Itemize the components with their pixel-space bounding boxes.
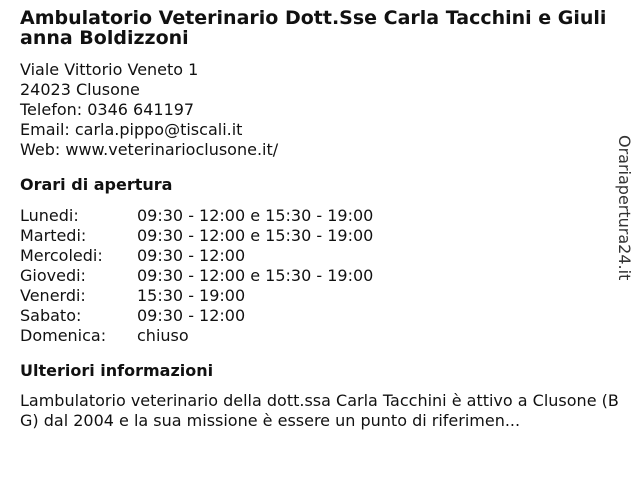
day-label: Domenica: (20, 326, 107, 345)
opening-hours-heading: Orari di apertura (20, 175, 173, 194)
page-title: Ambulatorio Veterinario Dott.Sse Carla Tacchini e Giulianna Boldizzoni (20, 7, 607, 49)
day-label: Martedi: (20, 226, 87, 245)
hours-row (20, 306, 610, 326)
additional-info-text: Lambulatorio veterinario della dott.ssa Carla Tacchini è attivo a Clusone (BG) dal 2004 e la sua missione è essere un punto di riferimen... (20, 391, 619, 430)
contact-block (20, 60, 610, 160)
day-label: Lunedi: (20, 206, 79, 225)
business-listing (20, 7, 619, 431)
hours-value: 09:30 - 12:00 (137, 306, 246, 325)
day-label: Giovedi: (20, 266, 86, 285)
hours-row (20, 326, 610, 346)
hours-row (20, 206, 610, 226)
hours-value: chiuso (137, 326, 189, 345)
city-address: 24023 Clusone (20, 80, 140, 99)
hours-row (20, 226, 610, 246)
site-watermark: Orariapertura24.it (615, 135, 634, 281)
hours-value: 09:30 - 12:00 e 15:30 - 19:00 (137, 226, 374, 245)
hours-row (20, 266, 610, 286)
email-address: Email: carla.pippo@tiscali.it (20, 120, 243, 139)
hours-value: 09:30 - 12:00 e 15:30 - 19:00 (137, 206, 374, 225)
hours-row (20, 286, 610, 306)
hours-value: 15:30 - 19:00 (137, 286, 246, 305)
hours-value: 09:30 - 12:00 e 15:30 - 19:00 (137, 266, 374, 285)
hours-value: 09:30 - 12:00 (137, 246, 246, 265)
website-address: Web: www.veterinarioclusone.it/ (20, 140, 279, 159)
additional-info-heading: Ulteriori informazioni (20, 361, 214, 380)
opening-hours-table (20, 206, 610, 346)
day-label: Mercoledi: (20, 246, 103, 265)
day-label: Sabato: (20, 306, 82, 325)
phone-number: Telefon: 0346 641197 (20, 100, 195, 119)
hours-row (20, 246, 610, 266)
street-address: Viale Vittorio Veneto 1 (20, 60, 199, 79)
day-label: Venerdi: (20, 286, 86, 305)
